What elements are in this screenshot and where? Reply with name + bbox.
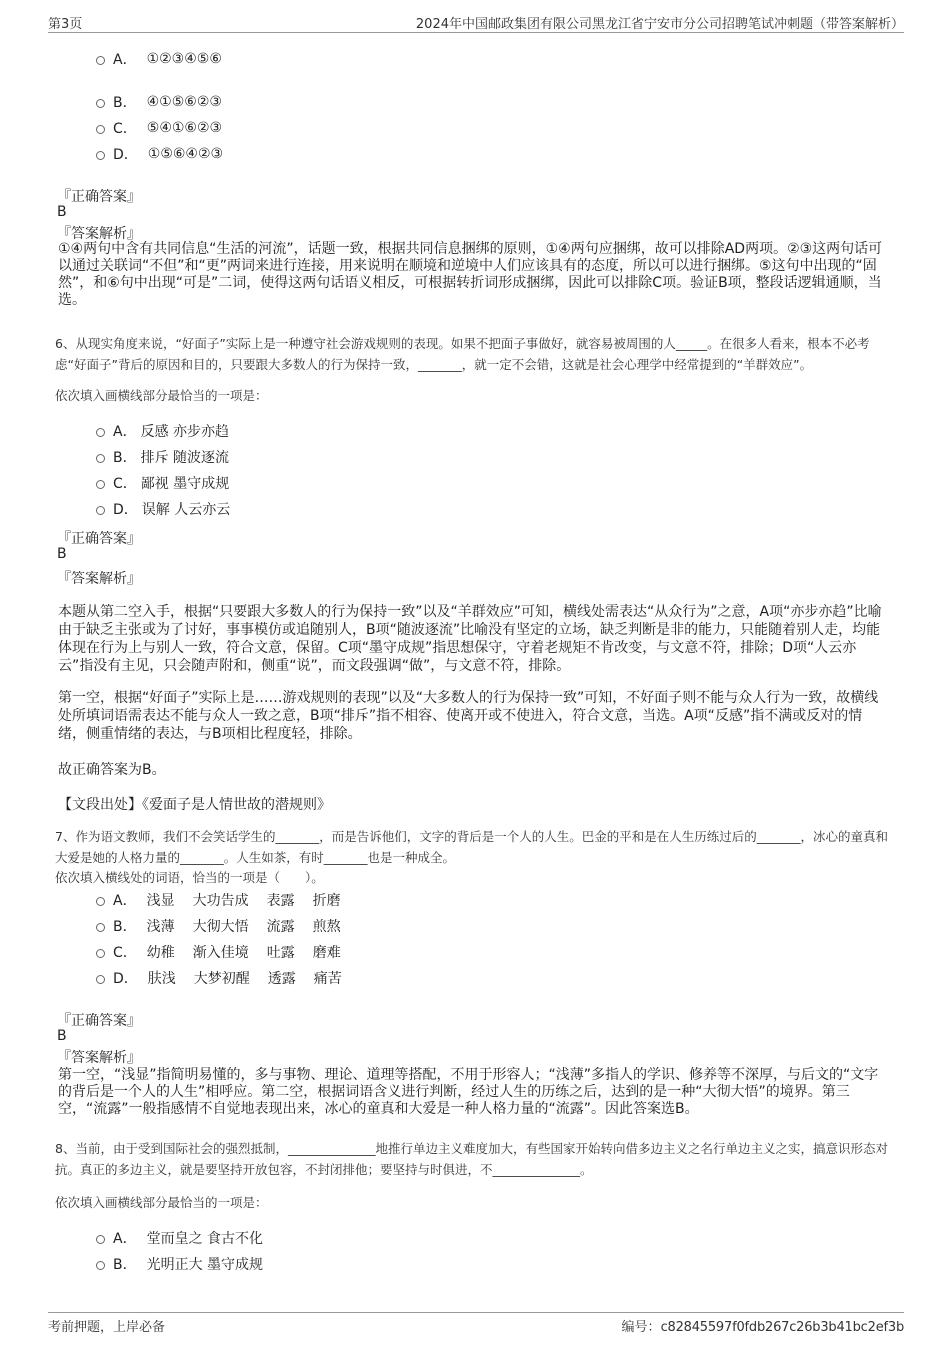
q7-stem: 7、作为语文教师，我们不会笑话学生的_______，而是告诉他们，文字的背后是一个人的人生。巴金的平和是在人生历练过后的_______，冰心的童真和大爱是她的人格力量的_______。人生如茶，有时_______也是一种成全。 xyxy=(55,829,888,865)
footer-slogan: 考前押题，上岸必备 xyxy=(48,1320,166,1335)
q5-answer-label: 『正确答案』 xyxy=(57,189,141,205)
footer-code xyxy=(622,1316,904,1335)
option-key: C． xyxy=(113,121,137,137)
option-word: 痛苦 xyxy=(313,971,342,987)
option-word: 浅薄 xyxy=(146,919,175,935)
option-text: 鄙视 墨守成规 xyxy=(140,476,230,492)
radio-icon[interactable] xyxy=(96,56,105,65)
q6-source xyxy=(58,794,331,814)
option-key: B． xyxy=(113,95,137,111)
q7-prompt: 依次填入横线处的词语，恰当的一项是（ ）。 xyxy=(55,870,324,885)
q5-option-c[interactable] xyxy=(96,118,222,138)
option-key: C． xyxy=(113,945,137,961)
code-label: 编号： xyxy=(621,1320,661,1335)
q6-answer-label: 『正确答案』 xyxy=(57,531,141,547)
q6-analysis-label: 『答案解析』 xyxy=(57,571,141,587)
option-text: 反感 亦步亦趋 xyxy=(140,424,230,440)
option-text: 光明正大 墨守成规 xyxy=(146,1257,264,1273)
option-key: D． xyxy=(113,502,138,518)
option-word: 肤浅 xyxy=(147,971,176,987)
radio-icon[interactable] xyxy=(96,454,105,463)
q7-answer-label: 『正确答案』 xyxy=(57,1013,141,1029)
radio-icon[interactable] xyxy=(96,480,105,489)
option-word: 浅显 xyxy=(146,893,175,909)
q8-prompt: 依次填入画横线部分最恰当的一项是： xyxy=(55,1195,268,1210)
q6-analysis-p3: 故正确答案为B。 xyxy=(58,762,166,778)
q8-option-b[interactable] xyxy=(96,1254,263,1274)
option-key: B． xyxy=(113,919,137,935)
q5-answer: B xyxy=(57,204,67,220)
radio-icon[interactable] xyxy=(96,428,105,437)
option-key: B． xyxy=(113,450,137,466)
page-number: 第3页 xyxy=(48,17,83,32)
q6-answer: B xyxy=(57,546,67,562)
option-word: 磨难 xyxy=(312,945,341,961)
option-text: ④①⑤⑥②③ xyxy=(146,94,222,110)
q5-option-b[interactable] xyxy=(96,92,222,112)
option-word: 渐入佳境 xyxy=(192,945,249,961)
radio-icon[interactable] xyxy=(96,923,105,932)
option-word: 大梦初醒 xyxy=(193,971,250,987)
q6-analysis-p1: 本题从第二空入手，根据“只要跟大多数人的行为保持一致”以及“羊群效应”可知，横线处需表达“从众行为”之意，A项“亦步亦趋”比喻由于缺乏主张或为了讨好，事事模仿或追随别人，B项“随波逐流”比喻没有坚定的立场，缺乏判断是非的能力，只能随着别人走，均能体现在行为上与别人一致，符合文意，保留。C项“墨守成规”指思想保守，守着老规矩不肯改变，与文意不符，排除；D项“人云亦云”指没有主见，只会随声附和，侧重“说”，而文段强调“做”，与文意不符，排除。 xyxy=(58,604,882,674)
option-key: A． xyxy=(113,1231,137,1247)
footer-divider xyxy=(48,1312,904,1313)
option-key: A． xyxy=(113,52,137,68)
q6-prompt: 依次填入画横线部分最恰当的一项是： xyxy=(55,388,268,403)
q7-analysis-label: 『答案解析』 xyxy=(57,1050,141,1066)
q6-option-d[interactable] xyxy=(96,499,230,519)
q7-answer: B xyxy=(57,1028,67,1044)
option-text: ①②③④⑤⑥ xyxy=(146,51,222,67)
radio-icon[interactable] xyxy=(96,975,105,984)
option-text: 误解 人云亦云 xyxy=(141,502,231,518)
option-key: A． xyxy=(113,424,137,440)
q6-option-b[interactable] xyxy=(96,447,229,467)
radio-icon[interactable] xyxy=(96,125,105,134)
q7-option-a[interactable] xyxy=(96,890,341,910)
option-key: D． xyxy=(113,147,138,163)
option-key: B． xyxy=(113,1257,137,1273)
option-word: 大功告成 xyxy=(192,893,249,909)
option-key: D． xyxy=(113,971,138,987)
q5-analysis: ①④两句中含有共同信息“生活的河流”，话题一致，根据共同信息捆绑的原则，①④两句应捆绑，故可以排除AD两项。②③这两句话可以通过关联词“不但”和“更”两词来进行连接，用来说明在顺境和逆境中人们应该具有的态度，所以可以进行捆绑。⑤这句中出现的“固然”，和⑥句中出现“可是”二词，使得这两句话语义相反，可根据转折词形成捆绑，因此可以排除C项。验证B项，整段话逻辑通顺，当选。 xyxy=(58,241,883,308)
option-key: C． xyxy=(113,476,137,492)
radio-icon[interactable] xyxy=(96,1235,105,1244)
option-word: 折磨 xyxy=(312,893,341,909)
option-word: 吐露 xyxy=(266,945,295,961)
option-word: 表露 xyxy=(266,893,295,909)
option-word: 煎熬 xyxy=(312,919,341,935)
option-key: A． xyxy=(113,893,137,909)
source-title: 《爱面子是人情世故的潜规则》 xyxy=(142,797,331,813)
header-divider xyxy=(48,32,904,33)
q8-option-a[interactable] xyxy=(96,1228,263,1248)
q6-option-a[interactable] xyxy=(96,421,229,441)
radio-icon[interactable] xyxy=(96,1261,105,1270)
q7-option-c[interactable] xyxy=(96,942,341,962)
option-text: 排斥 随波逐流 xyxy=(140,450,230,466)
option-word: 幼稚 xyxy=(146,945,175,961)
radio-icon[interactable] xyxy=(96,949,105,958)
q7-option-d[interactable] xyxy=(96,968,342,988)
q5-option-a[interactable] xyxy=(96,49,222,69)
option-word: 透露 xyxy=(267,971,296,987)
q5-option-d[interactable] xyxy=(96,144,223,164)
radio-icon[interactable] xyxy=(96,151,105,160)
source-label: 【文段出处】 xyxy=(58,797,142,813)
radio-icon[interactable] xyxy=(96,897,105,906)
document-title: 2024年中国邮政集团有限公司黑龙江省宁安市分公司招聘笔试冲刺题（带答案解析） xyxy=(415,17,904,32)
q6-analysis-p2: 第一空，根据“好面子”实际上是……游戏规则的表现”以及“大多数人的行为保持一致”可知，不好面子则不能与众人行为一致，故横线处所填词语需表达不能与众人一致之意，B项“排斥”指不相容、使离开或不使进入，符合文意，当选。A项“反感”指不满或反对的情绪，侧重情绪的表达，与B项相比程度轻，排除。 xyxy=(58,690,879,742)
code-value: c82845597f0fdb267c26b3b41bc2ef3b xyxy=(660,1320,904,1335)
q5-analysis-label: 『答案解析』 xyxy=(57,226,141,242)
q7-analysis: 第一空，“浅显”指简明易懂的，多与事物、理论、道理等搭配，不用于形容人；“浅薄”多指人的学识、修养等不深厚，与后文的“文字的背后是一个人的人生”相呼应。第二空，根据词语含义进行判断，经过人生的历练之后，达到的是一种“大彻大悟”的境界。第三空，“流露”一般指感情不自觉地表现出来，冰心的童真和大爱是一种人格力量的“流露”。因此答案选B。 xyxy=(58,1067,879,1117)
option-word: 流露 xyxy=(266,919,295,935)
option-word: 大彻大悟 xyxy=(192,919,249,935)
q8-stem: 8、当前，由于受到国际社会的强烈抵制，______________地推行单边主义难度加大，有些国家开始转向借多边主义之名行单边主义之实，搞意识形态对抗。真正的多边主义，就是要坚持开放包容，不封闭排他；要坚持与时俱进，不______________。 xyxy=(55,1141,888,1177)
option-text: ⑤④①⑥②③ xyxy=(146,120,223,136)
q6-option-c[interactable] xyxy=(96,473,229,493)
option-text: ①⑤⑥④②③ xyxy=(147,146,224,162)
q7-option-b[interactable] xyxy=(96,916,341,936)
radio-icon[interactable] xyxy=(96,99,105,108)
radio-icon[interactable] xyxy=(96,506,105,515)
option-text: 堂而皇之 食古不化 xyxy=(146,1231,264,1247)
q6-stem: 6、从现实角度来说，“好面子”实际上是一种遵守社会游戏规则的表现。如果不把面子事做好，就容易被周围的人_____。在很多人看来，根本不必考虑“好面子”背后的原因和目的，只要跟大多数人的行为保持一致，_______，就一定不会错，这就是社会心理学中经常提到的“羊群效应”。 xyxy=(55,336,870,372)
